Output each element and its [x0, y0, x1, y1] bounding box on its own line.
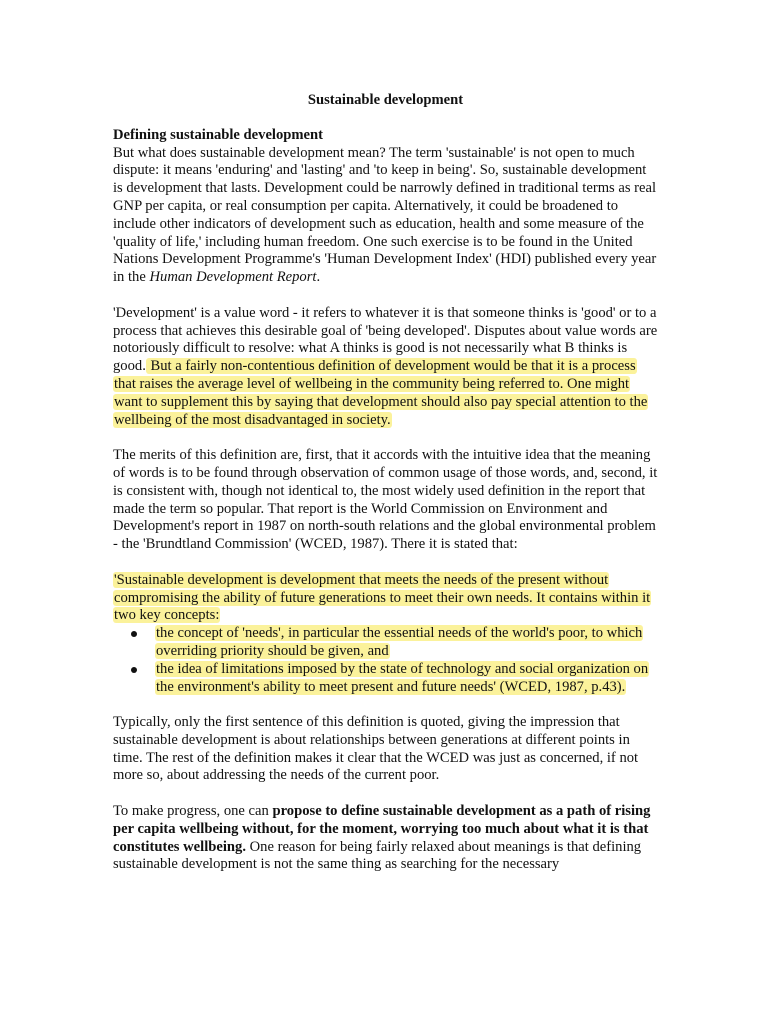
paragraph-5-start: To make progress, one can	[113, 803, 273, 820]
paragraph-1-end: .	[316, 269, 321, 286]
paragraph-1-text: But what does sustainable development mean? The term 'sustainable' is not open to much dispute: it means 'enduring' and 'lasting' and 'to keep in being'. So, sustainable development is development that lasts. Development could be narrowly defined in traditional terms as real GNP per capita, or real consumption per capita. Alternatively, it could be broadened to include other indicators of development such as education, health and some measure of the 'quality of life,' including human freedom. One such exercise is to be found in the United Nations Development Programme's 'Human Development Index' (HDI) published every year in the	[113, 144, 657, 286]
quote-highlight: 'Sustainable development is development that meets the needs of the present without compromising the ability of future generations to meet their own needs. It contains within it two key concepts:	[114, 571, 651, 624]
quote-intro	[113, 572, 658, 625]
paragraph-5	[113, 803, 658, 874]
paragraph-2	[113, 305, 658, 430]
report-title-italic: Human Development Report	[149, 269, 317, 286]
concept-list	[113, 625, 658, 696]
paragraph-3: The merits of this definition are, first, that it accords with the intuitive idea that the meaning of words is to be found through observation of common usage of those words, and, second, it is consistent with, though not identical to, the most widely used definition in the report that made the term so popular. That report is the World Commission on Environment and Development's report in 1987 on north-south relations and the global environmental problem - the 'Brundtland Commission' (WCED, 1987). There it is stated that:	[113, 447, 658, 553]
paragraph-4: Typically, only the first sentence of this definition is quoted, giving the impression that sustainable development is about relationships between generations at different points in time. The rest of the definition makes it clear that the WCED was just as concerned, if not more so, about addressing the needs of the current poor.	[113, 714, 639, 784]
list-item-text: the idea of limitations imposed by the state of technology and social organization on the environment's ability to meet present and future needs' (WCED, 1987, p.43).	[156, 660, 649, 695]
section-heading: Defining sustainable development	[113, 126, 324, 143]
document-page	[113, 92, 658, 892]
paragraph-1	[113, 145, 658, 287]
paragraph-2-text: 'Development' is a value word - it refers to whatever it is that someone thinks is 'good' or to a process that achieves this desirable goal of 'being developed'. Disputes about value words are notoriously difficult to resolve: what A thinks is good is not necessarily what B thinks is good.	[113, 304, 658, 375]
list-item	[113, 661, 658, 697]
bullet-icon	[131, 667, 137, 673]
paragraph-2-highlight: But a fairly non-contentious definition of development would be that it is a process that raises the average level of wellbeing in the community being referred to. One might want to supplement this by saying that development should also pay special attention to the wellbeing of the most disadvantaged in society.	[114, 358, 648, 428]
page-title: Sustainable development	[307, 92, 464, 108]
paragraph-5-end: One reason for being fairly relaxed about meanings is that defining sustainable development is not the same thing as searching for the necessary	[113, 838, 642, 873]
paragraph-5-bold: propose to define sustainable development as a path of rising per capita wellbeing without, for the moment, worrying too much about what it is that constitutes wellbeing.	[113, 803, 651, 855]
quote-block	[113, 572, 658, 697]
list-item	[113, 625, 658, 661]
bullet-icon	[131, 631, 137, 637]
list-item-text: the concept of 'needs', in particular the essential needs of the world's poor, to which overriding priority should be given, and	[156, 625, 643, 659]
